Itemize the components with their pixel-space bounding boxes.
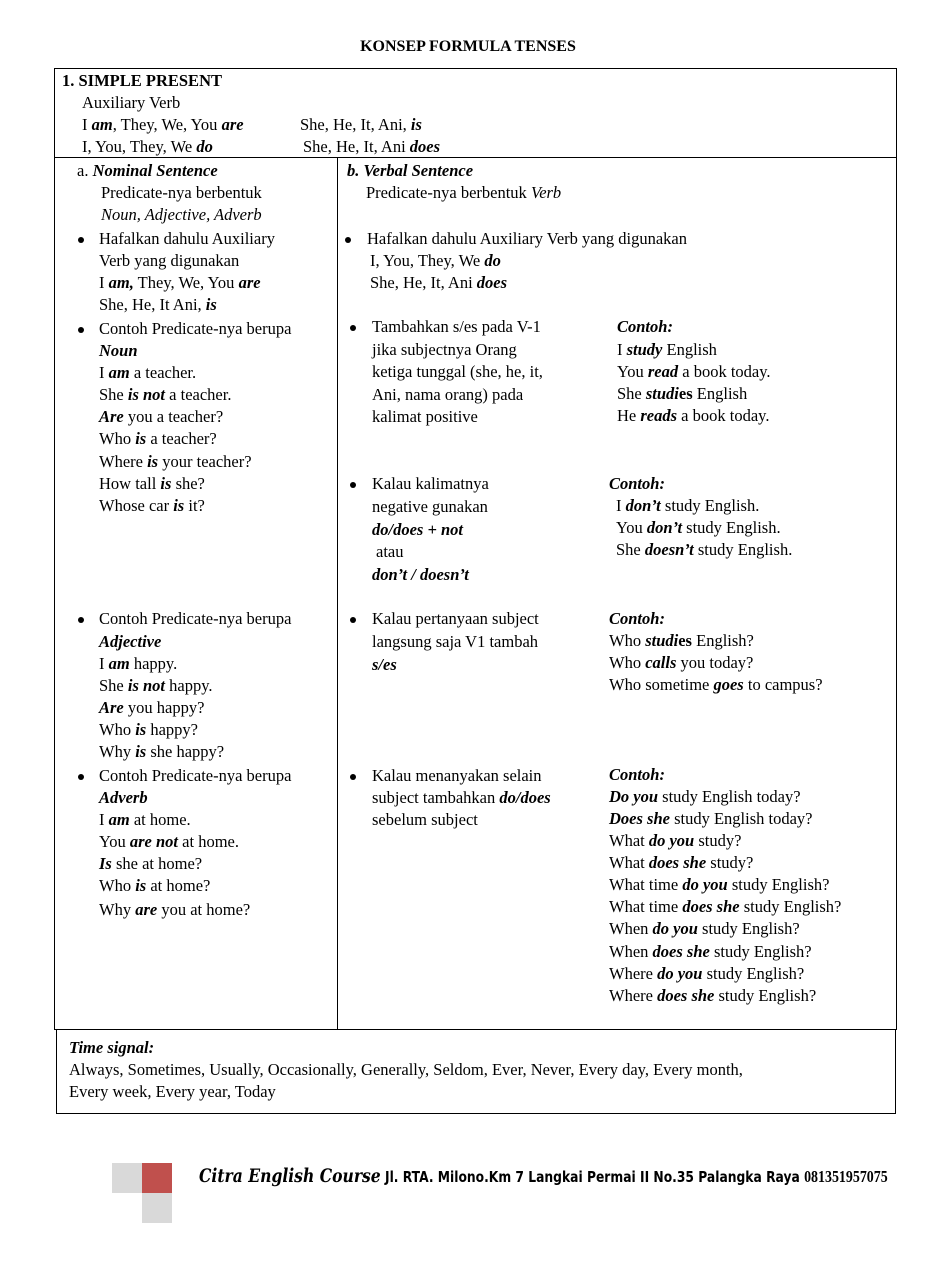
text-run: Contoh Predicate-nya berupa xyxy=(99,766,292,785)
emphasis-text: does she xyxy=(657,986,715,1005)
text-run: a teacher. xyxy=(165,385,232,404)
emphasis-text: does she xyxy=(648,853,707,872)
text-run: When xyxy=(609,942,653,961)
content-line xyxy=(609,652,753,674)
bullet-icon xyxy=(350,617,356,623)
text-run: Hafalkan dahulu Auxiliary xyxy=(99,229,275,248)
text-run: I xyxy=(99,273,109,292)
content-line xyxy=(370,272,507,294)
content-line xyxy=(609,808,813,830)
text-run: jika subjectnya Orang xyxy=(372,340,517,359)
content-line xyxy=(99,473,205,495)
emphasis-text: read xyxy=(647,362,679,381)
text-run: Ani, nama orang) pada xyxy=(372,385,524,404)
text-run: Where xyxy=(99,452,148,471)
emphasis-text: are xyxy=(221,115,244,134)
content-line xyxy=(99,608,291,630)
aux-row-1 xyxy=(82,114,244,136)
text-run: to campus? xyxy=(743,675,823,694)
content-line xyxy=(101,182,262,204)
emphasis-text: don’t xyxy=(646,518,683,537)
text-run: happy. xyxy=(129,654,178,673)
emphasis-text: es xyxy=(678,384,693,403)
content-line xyxy=(99,294,217,316)
content-line xyxy=(617,405,769,427)
text-run: Who xyxy=(99,720,136,739)
content-line xyxy=(617,361,771,383)
text-run: English xyxy=(662,340,717,359)
content-line xyxy=(99,741,224,763)
emphasis-text: do you xyxy=(682,875,728,894)
content-line xyxy=(372,316,541,338)
text-run: Predicate-nya berbentuk xyxy=(366,183,531,202)
emphasis-text: don’t / doesn’t xyxy=(372,565,469,584)
document-title: KONSEP FORMULA TENSES xyxy=(360,38,576,55)
content-line xyxy=(370,250,501,272)
text-run: your teacher? xyxy=(158,452,252,471)
text-run: happy? xyxy=(146,720,198,739)
content-line xyxy=(609,985,816,1007)
text-run: Where xyxy=(609,986,658,1005)
content-line xyxy=(372,654,397,676)
content-line xyxy=(99,340,138,362)
footer-phone: 081351957075 xyxy=(804,1167,888,1186)
text-run: I, You, They, We xyxy=(82,137,197,156)
content-line xyxy=(609,896,841,918)
emphasis-text: goes xyxy=(713,675,744,694)
text-run: He xyxy=(617,406,641,425)
emphasis-text: is xyxy=(135,876,147,895)
content-line xyxy=(366,182,561,204)
content-line xyxy=(609,764,665,786)
content-line xyxy=(99,899,250,921)
text-run: study English. xyxy=(660,496,760,515)
emphasis-text: am xyxy=(108,363,130,382)
text-run: She, He, It, Ani xyxy=(370,273,477,292)
text-run: study English? xyxy=(709,942,812,961)
bullet-icon xyxy=(350,325,356,331)
auxiliary-verb-label: Auxiliary Verb xyxy=(82,93,181,112)
aux-row-2-right xyxy=(303,136,440,158)
text-run: she happy? xyxy=(146,742,225,761)
emphasis-text: is xyxy=(147,452,159,471)
content-line xyxy=(609,852,753,874)
text-run: Verb yang digunakan xyxy=(99,251,240,270)
content-line xyxy=(99,495,205,517)
text-run: study English? xyxy=(702,964,805,983)
bullet-icon xyxy=(78,327,84,333)
emphasis-text: do/does xyxy=(499,788,551,807)
text-run: You xyxy=(616,518,647,537)
content-line xyxy=(609,941,812,963)
footer-address-text: Jl. RTA. Milono.Km 7 Langkai Permai II No.35 Palangka Raya xyxy=(380,1168,805,1186)
emphasis-text: am xyxy=(108,810,130,829)
content-line xyxy=(372,519,463,541)
content-line xyxy=(609,830,741,852)
emphasis-text: is xyxy=(205,295,217,314)
emphasis-text: is not xyxy=(127,385,166,404)
emphasis-text: Noun, Adjective, Adverb xyxy=(101,205,262,224)
content-line xyxy=(609,630,754,652)
text-run: Predicate-nya berbentuk xyxy=(101,183,262,202)
text-run: Whose car xyxy=(99,496,174,515)
text-run: study English. xyxy=(693,540,793,559)
emphasis-text: Contoh: xyxy=(609,765,665,784)
emphasis-text: Does she xyxy=(609,809,670,828)
text-run: , They, We, You xyxy=(112,115,222,134)
text-run: What time xyxy=(609,897,683,916)
emphasis-text: is xyxy=(160,474,172,493)
content-line xyxy=(99,653,177,675)
content-line xyxy=(376,541,403,563)
emphasis-text: Contoh: xyxy=(609,474,665,493)
text-run: she at home? xyxy=(111,854,203,873)
text-run: Kalau menanyakan selain xyxy=(372,766,542,785)
time-signal-words-2: Every week, Every year, Today xyxy=(69,1082,276,1101)
text-run: ketiga tunggal (she, he, it, xyxy=(372,362,543,381)
emphasis-text: do xyxy=(484,251,501,270)
content-line xyxy=(99,362,196,384)
bullet-icon xyxy=(350,482,356,488)
text-run: Tambahkan s/es pada V-1 xyxy=(372,317,541,336)
time-signal-words-1: Always, Sometimes, Usually, Occasionally, Generally, Seldom, Ever, Never, Every day, Every month, xyxy=(69,1060,743,1079)
emphasis-text: am xyxy=(91,115,113,134)
text-run: you a teacher? xyxy=(123,407,224,426)
content-line xyxy=(609,874,829,896)
emphasis-text: Verb xyxy=(530,183,562,202)
emphasis-text: studi xyxy=(645,384,679,403)
text-run: she? xyxy=(171,474,205,493)
content-line xyxy=(616,539,792,561)
text-run: study? xyxy=(694,831,742,850)
text-run: happy. xyxy=(165,676,213,695)
content-line xyxy=(609,674,823,696)
text-run: What xyxy=(609,831,649,850)
content-line xyxy=(99,765,291,787)
emphasis-text: Contoh: xyxy=(617,317,673,336)
text-run: She, He, It, Ani xyxy=(303,137,410,156)
emphasis-text: Are xyxy=(99,698,124,717)
emphasis-text: Is xyxy=(99,854,112,873)
content-line xyxy=(609,918,800,940)
content-line xyxy=(372,473,489,495)
content-line xyxy=(99,875,210,897)
text-run: at home. xyxy=(178,832,239,851)
content-line xyxy=(372,406,478,428)
text-run: I xyxy=(99,363,109,382)
text-run: English? xyxy=(691,631,754,650)
emphasis-text: does xyxy=(476,273,508,292)
content-line xyxy=(372,496,488,518)
text-run: You xyxy=(99,832,130,851)
text-run: What time xyxy=(609,875,683,894)
emphasis-text: calls xyxy=(645,653,677,672)
content-line xyxy=(372,631,538,653)
emphasis-text: are xyxy=(238,273,261,292)
content-line xyxy=(101,204,262,226)
text-run: She xyxy=(99,676,128,695)
emphasis-text: does she xyxy=(682,897,740,916)
emphasis-text: is xyxy=(135,720,147,739)
logo-square-gray-1 xyxy=(112,1163,142,1193)
text-run: Contoh Predicate-nya berupa xyxy=(99,319,292,338)
emphasis-text: Nominal Sentence xyxy=(92,161,218,180)
content-line xyxy=(347,160,473,182)
text-run: atau xyxy=(376,542,404,561)
content-line xyxy=(372,765,542,787)
text-run: you at home? xyxy=(157,900,251,919)
emphasis-text: am, xyxy=(108,273,134,292)
content-line xyxy=(609,473,665,495)
content-line xyxy=(99,787,148,809)
text-run: You xyxy=(617,362,648,381)
content-line xyxy=(609,608,665,630)
content-line xyxy=(372,339,517,361)
text-run: study English. xyxy=(682,518,781,537)
content-line xyxy=(99,719,198,741)
content-line xyxy=(367,228,687,250)
emphasis-text: Adjective xyxy=(99,632,162,651)
emphasis-text: Adverb xyxy=(99,788,148,807)
content-line xyxy=(99,831,239,853)
text-run: How tall xyxy=(99,474,161,493)
emphasis-text: study xyxy=(626,340,663,359)
footer-brand: Citra English Course xyxy=(199,1165,381,1187)
content-line xyxy=(99,809,191,831)
emphasis-text: Are xyxy=(99,407,124,426)
text-run: study? xyxy=(706,853,754,872)
text-run: What xyxy=(609,853,649,872)
text-run: a teacher? xyxy=(146,429,217,448)
text-run: English xyxy=(692,384,748,403)
bullet-icon xyxy=(78,774,84,780)
emphasis-text: Contoh: xyxy=(609,609,665,628)
content-line xyxy=(99,406,223,428)
time-signal-label: Time signal: xyxy=(69,1038,155,1057)
text-run: negative gunakan xyxy=(372,497,488,516)
content-line xyxy=(372,361,543,383)
emphasis-text: do you xyxy=(657,964,703,983)
emphasis-text: do you xyxy=(648,831,695,850)
content-line xyxy=(372,608,539,630)
text-run: a. xyxy=(77,161,93,180)
text-run: study English? xyxy=(727,875,830,894)
content-line xyxy=(616,517,781,539)
text-run: you today? xyxy=(676,653,754,672)
content-line xyxy=(609,786,801,808)
text-run: at home? xyxy=(146,876,211,895)
text-run: sebelum subject xyxy=(372,810,478,829)
content-line xyxy=(372,564,469,586)
content-line xyxy=(99,697,204,719)
text-run: Hafalkan dahulu Auxiliary Verb yang digunakan xyxy=(367,229,687,248)
content-line xyxy=(99,250,239,272)
text-run: you happy? xyxy=(123,698,205,717)
content-line xyxy=(372,787,551,809)
content-line xyxy=(99,318,291,340)
footer-address xyxy=(199,1165,888,1187)
emphasis-text: es xyxy=(678,631,692,650)
emphasis-text: do/does + not xyxy=(372,520,463,539)
text-run: I xyxy=(82,115,92,134)
emphasis-text: doesn’t xyxy=(644,540,694,559)
emphasis-text: are not xyxy=(129,832,179,851)
text-run: a book today. xyxy=(678,362,771,381)
text-run: Why xyxy=(99,742,136,761)
bullet-icon xyxy=(350,774,356,780)
emphasis-text: is xyxy=(135,742,147,761)
text-run: Kalau pertanyaan subject xyxy=(372,609,539,628)
emphasis-text: is xyxy=(135,429,147,448)
text-run: Where xyxy=(609,964,658,983)
logo-square-gray-2 xyxy=(142,1193,172,1223)
bullet-icon xyxy=(78,237,84,243)
content-line xyxy=(616,495,759,517)
text-run: Why xyxy=(99,900,136,919)
text-run: a teacher. xyxy=(129,363,197,382)
text-run: study English? xyxy=(697,919,800,938)
content-line xyxy=(99,853,202,875)
text-run: I xyxy=(616,496,626,515)
emphasis-text: Noun xyxy=(99,341,138,360)
emphasis-text: does she xyxy=(652,942,710,961)
content-line xyxy=(609,963,804,985)
text-run: Who xyxy=(609,653,646,672)
aux-row-1-right xyxy=(300,114,422,136)
text-run: I xyxy=(99,654,109,673)
emphasis-text: studi xyxy=(645,631,679,650)
bullet-icon xyxy=(78,617,84,623)
emphasis-text: am xyxy=(108,654,130,673)
content-line xyxy=(617,383,747,405)
text-run: study English today? xyxy=(669,809,813,828)
emphasis-text: don’t xyxy=(625,496,661,515)
text-run: She xyxy=(616,540,645,559)
emphasis-text: Do you xyxy=(609,787,659,806)
bullet-icon xyxy=(345,237,351,243)
text-run: Contoh Predicate-nya berupa xyxy=(99,609,292,628)
column-divider xyxy=(337,158,338,1029)
text-run: They, We, You xyxy=(133,273,239,292)
text-run: She xyxy=(617,384,646,403)
text-run: Who xyxy=(609,631,646,650)
text-run: Who xyxy=(99,429,136,448)
text-run: She, He, It Ani, xyxy=(99,295,206,314)
emphasis-text: do you xyxy=(652,919,698,938)
section-title: 1. SIMPLE PRESENT xyxy=(62,71,222,90)
text-run: subject tambahkan xyxy=(372,788,500,807)
text-run: kalimat positive xyxy=(372,407,478,426)
emphasis-text: is not xyxy=(127,676,166,695)
text-run: I xyxy=(99,810,109,829)
text-run: study English? xyxy=(714,986,817,1005)
content-line xyxy=(99,272,261,294)
text-run: Who sometime xyxy=(609,675,714,694)
text-run: a book today. xyxy=(677,406,770,425)
emphasis-text: is xyxy=(173,496,185,515)
content-line xyxy=(372,384,523,406)
content-line xyxy=(99,384,231,406)
emphasis-text: s/es xyxy=(372,655,397,674)
content-line xyxy=(617,339,717,361)
text-run: I, You, They, We xyxy=(370,251,485,270)
emphasis-text: do xyxy=(196,137,213,156)
text-run: Who xyxy=(99,876,136,895)
text-run: When xyxy=(609,919,653,938)
emphasis-text: b. Verbal Sentence xyxy=(347,161,474,180)
text-run: I xyxy=(617,340,627,359)
emphasis-text: does xyxy=(409,137,441,156)
text-run: at home. xyxy=(129,810,191,829)
emphasis-text: are xyxy=(135,900,158,919)
text-run: Kalau kalimatnya xyxy=(372,474,489,493)
text-run: it? xyxy=(184,496,205,515)
emphasis-text: reads xyxy=(640,406,678,425)
content-line xyxy=(372,809,478,831)
content-line xyxy=(99,631,161,653)
content-line xyxy=(99,451,252,473)
content-line xyxy=(99,675,213,697)
content-line xyxy=(99,228,275,250)
text-run: She xyxy=(99,385,128,404)
content-line xyxy=(77,160,218,182)
emphasis-text: is xyxy=(410,115,422,134)
content-line xyxy=(617,316,673,338)
text-run: study English today? xyxy=(658,787,801,806)
text-run: study English? xyxy=(739,897,842,916)
aux-row-2 xyxy=(82,136,213,158)
logo-square-red xyxy=(142,1163,172,1193)
text-run: She, He, It, Ani, xyxy=(300,115,411,134)
text-run: langsung saja V1 tambah xyxy=(372,632,539,651)
content-line xyxy=(99,428,217,450)
